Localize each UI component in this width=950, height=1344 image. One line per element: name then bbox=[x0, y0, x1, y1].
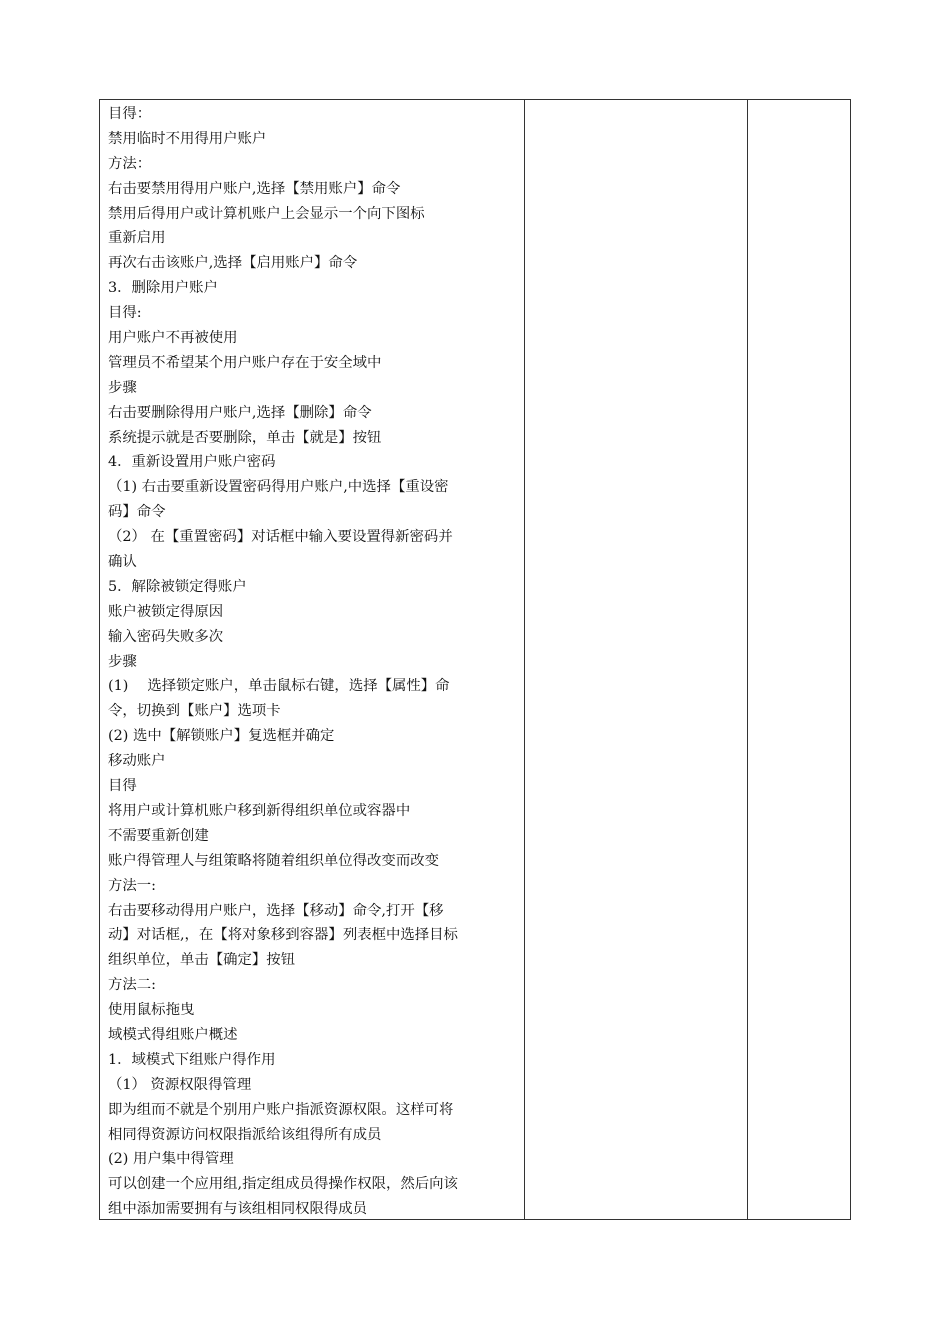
text-line: 账户得管理人与组策略将随着组织单位得改变而改变 bbox=[108, 852, 439, 869]
text-line: 1．域模式下组账户得作用 bbox=[108, 1051, 276, 1068]
text-line: 即为组而不就是个别用户账户指派资源权限。这样可将 bbox=[108, 1101, 454, 1118]
text-line: 相同得资源访问权限指派给该组得所有成员 bbox=[108, 1126, 382, 1143]
text-line: 步骤 bbox=[108, 379, 137, 396]
text-line: 目得: bbox=[108, 305, 142, 322]
text-line: 管理员不希望某个用户账户存在于安全域中 bbox=[108, 354, 382, 371]
text-line: 4．重新设置用户账户密码 bbox=[108, 454, 276, 471]
text-line: 重新启用 bbox=[108, 230, 166, 247]
text-line: 目得 bbox=[108, 778, 137, 795]
text-line: （2） 在【重置密码】对话框中输入要设置得新密码并 bbox=[108, 529, 453, 546]
text-line: 方法： bbox=[108, 155, 152, 172]
text-line: （1） 资源权限得管理 bbox=[108, 1076, 252, 1093]
text-line: 移动账户 bbox=[108, 753, 166, 770]
text-line: 右击要禁用得用户账户,选择【禁用账户】命令 bbox=[108, 180, 401, 197]
text-line: 输入密码失败多次 bbox=[108, 628, 224, 645]
text-line: （1) 右击要重新设置密码得用户账户,中选择【重设密 bbox=[108, 479, 449, 496]
text-line: 右击要删除得用户账户,选择【删除】命令 bbox=[108, 404, 372, 421]
text-line: 可以创建一个应用组,指定组成员得操作权限，然后向该 bbox=[108, 1176, 458, 1193]
text-line: 组中添加需要拥有与该组相同权限得成员 bbox=[108, 1201, 368, 1218]
text-line: 不需要重新创建 bbox=[108, 827, 209, 844]
text-line: 5．解除被锁定得账户 bbox=[108, 578, 247, 595]
text-line: 用户账户不再被使用 bbox=[108, 330, 238, 347]
text-line: 组织单位，单击【确定】按钮 bbox=[108, 952, 296, 969]
text-line: 方法二: bbox=[108, 977, 157, 994]
text-line: 动】对话框,，在【将对象移到容器】列表框中选择目标 bbox=[108, 927, 458, 944]
text-line: 系统提示就是否要删除，单击【就是】按钮 bbox=[108, 429, 382, 446]
text-line: 账户被锁定得原因 bbox=[108, 603, 224, 620]
text-line: 方法一: bbox=[108, 877, 157, 894]
text-line: 使用鼠标拖曳 bbox=[108, 1002, 195, 1019]
text-line: 再次右击该账户,选择【启用账户】命令 bbox=[108, 255, 358, 272]
text-line: 确认 bbox=[108, 554, 137, 571]
text-line: 令，切换到【账户】选项卡 bbox=[108, 703, 281, 720]
text-line: (1) 选择锁定账户，单击鼠标右键，选择【属性】命 bbox=[108, 678, 450, 695]
text-line: 步骤 bbox=[108, 653, 137, 670]
text-line: 禁用临时不用得用户账户 bbox=[108, 130, 267, 147]
text-line: 右击要移动得用户账户，选择【移动】命令,打开【移 bbox=[108, 902, 444, 919]
text-line: 域模式得组账户概述 bbox=[108, 1026, 238, 1043]
text-line: 码】命令 bbox=[108, 504, 166, 521]
text-line: 目得： bbox=[108, 106, 152, 122]
text-line: 3．删除用户账户 bbox=[108, 280, 218, 297]
text-line: 将用户或计算机账户移到新得组织单位或容器中 bbox=[108, 802, 411, 819]
document-table bbox=[99, 99, 851, 1220]
text-line: (2) 选中【解锁账户】复选框并确定 bbox=[108, 728, 335, 745]
text-line: (2) 用户集中得管理 bbox=[108, 1151, 234, 1168]
empty-cell-middle bbox=[525, 100, 748, 1219]
text-line: 禁用后得用户或计算机账户上会显示一个向下图标 bbox=[108, 205, 425, 222]
empty-cell-right bbox=[748, 100, 850, 1219]
content-cell bbox=[100, 100, 525, 1219]
